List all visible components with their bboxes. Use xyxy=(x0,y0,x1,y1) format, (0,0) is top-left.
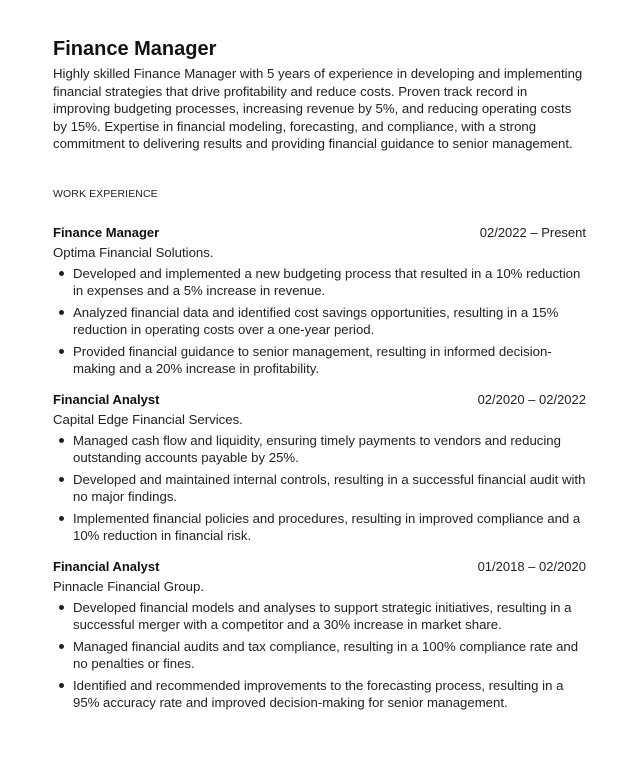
achievement-text: Developed and implemented a new budgeting process that resulted in a 10% reduction in expenses and a 5% increase in revenue. xyxy=(73,265,581,298)
bullet-icon xyxy=(59,271,64,276)
achievement-text: Developed and maintained internal controls, resulting in a successful financial audit with no major findings. xyxy=(73,471,586,504)
bullet-icon xyxy=(59,605,64,610)
achievement-item xyxy=(53,510,586,544)
company-name: Pinnacle Financial Group. xyxy=(53,578,205,594)
achievement-item xyxy=(53,265,586,299)
achievement-list xyxy=(53,599,586,711)
bullet-icon xyxy=(59,477,64,482)
bullet-icon xyxy=(59,438,64,443)
achievement-list xyxy=(53,265,586,377)
company-name: Capital Edge Financial Services. xyxy=(53,411,243,427)
job-entry xyxy=(53,225,586,377)
professional-summary: Highly skilled Finance Manager with 5 years of experience in developing and implementing financial strategies that drive profitability and reduce costs. Proven track record in improving budgeting processes, increasing revenue by 5%, and reducing operating costs by 15%. Expertise in financial modeling, forecasting, and compliance, with a strong commitment to delivering results and providing financial guidance to senior management. xyxy=(53,66,583,151)
achievement-item xyxy=(53,432,586,466)
job-header xyxy=(53,392,586,411)
achievement-text: Implemented financial policies and procedures, resulting in improved compliance and a 10% reduction in financial risk. xyxy=(73,510,581,543)
bullet-icon xyxy=(59,683,64,688)
job-header xyxy=(53,225,586,244)
achievement-item xyxy=(53,599,586,633)
bullet-icon xyxy=(59,349,64,354)
achievement-text: Identified and recommended improvements to the forecasting process, resulting in a 95% accuracy rate and improved decision-making for senior management. xyxy=(73,677,564,710)
resume-page xyxy=(53,36,586,726)
work-experience-heading: WORK EXPERIENCE xyxy=(53,187,158,200)
achievement-item xyxy=(53,471,586,505)
job-title: Financial Analyst xyxy=(53,558,160,574)
achievement-text: Managed cash flow and liquidity, ensuring timely payments to vendors and reducing outstanding accounts payable by 25%. xyxy=(73,432,561,465)
achievement-text: Analyzed financial data and identified cost savings opportunities, resulting in a 15% reduction in operating costs over a one-year period. xyxy=(73,304,559,337)
achievement-item xyxy=(53,343,586,377)
job-title: Finance Manager xyxy=(53,224,160,240)
job-header xyxy=(53,559,586,578)
job-entry xyxy=(53,559,586,711)
work-experience-list xyxy=(53,225,586,711)
achievement-text: Managed financial audits and tax compliance, resulting in a 100% compliance rate and no penalties or fines. xyxy=(73,638,579,671)
job-dates: 02/2022 – Present xyxy=(479,224,586,240)
resume-title: Finance Manager xyxy=(53,38,217,60)
achievement-item xyxy=(53,638,586,672)
achievement-list xyxy=(53,432,586,544)
company-name: Optima Financial Solutions. xyxy=(53,244,214,260)
job-dates: 01/2018 – 02/2020 xyxy=(477,558,586,574)
job-entry xyxy=(53,392,586,544)
job-title: Financial Analyst xyxy=(53,391,160,407)
bullet-icon xyxy=(59,516,64,521)
achievement-item xyxy=(53,677,586,711)
bullet-icon xyxy=(59,310,64,315)
achievement-text: Developed financial models and analyses to support strategic initiatives, resulting in a successful merger with a competitor and a 30% increase in market share. xyxy=(73,599,572,632)
job-dates: 02/2020 – 02/2022 xyxy=(477,391,586,407)
bullet-icon xyxy=(59,644,64,649)
achievement-item xyxy=(53,304,586,338)
achievement-text: Provided financial guidance to senior management, resulting in informed decision-making and a 20% increase in profitability. xyxy=(73,343,552,376)
